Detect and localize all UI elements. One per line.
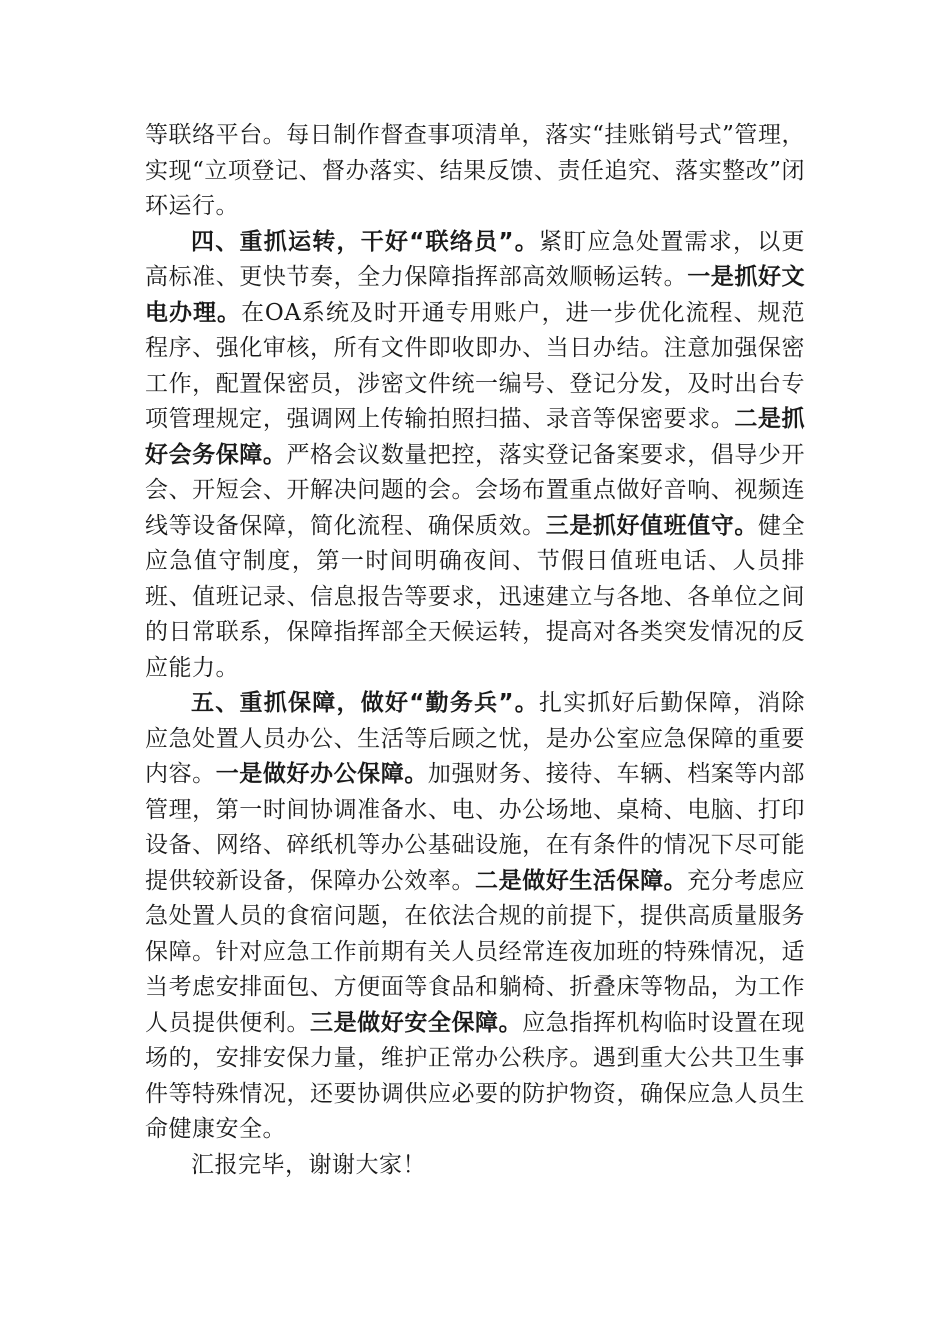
subpoint-heading: 二是做好生活保障。 <box>475 867 688 894</box>
paragraph-text: 应急指挥机构临时设置在现场的，安排安保力量，维护正常办公秩序。遇到重大公共卫生事件等特殊情况，还要协调供应必要的防护物资，确保应急人员生命健康安全。 <box>145 1009 806 1142</box>
section-heading: 四、重抓运转，干好“联络员”。 <box>191 228 539 255</box>
paragraph-section-five <box>145 686 805 1148</box>
subpoint-heading: 一是抓好文电办理。 <box>145 264 806 326</box>
paragraph-text: 健全应急值守制度，第一时间明确夜间、节假日值班电话、人员排班、值班记录、信息报告等要求，迅速建立与各地、各单位之间的日常联系，保障指挥部全天候运转，提高对各类突发情况的反应能力。 <box>145 512 806 681</box>
subpoint-heading: 一是做好办公保障。 <box>215 761 428 787</box>
closing-text: 汇报完毕，谢谢大家！ <box>191 1151 426 1178</box>
subpoint-heading: 二是抓好会务保障。 <box>145 406 806 468</box>
paragraph-text: 加强财务、接待、车辆、档案等内部管理，第一时间协调准备水、电、办公场地、桌椅、电脑、打印设备、网络、碎纸机等办公基础设施，在有条件的情况下尽可能提供较新设备，保障办公效率。 <box>145 761 806 894</box>
document-page <box>145 118 805 1183</box>
section-heading: 五、重抓保障，做好“勤务兵”。 <box>191 690 539 716</box>
paragraph-text: 紧盯应急处置需求，以更高标准、更快节奏，全力保障指挥部高效顺畅运转。 <box>145 228 806 290</box>
paragraph-text: 在OA系统及时开通专用账户，进一步优化流程、规范程序、强化审核，所有文件即收即办、当日办结。注意加强保密工作，配置保密员，涉密文件统一编号、登记分发，及时出台专项管理规定，强调网上传输拍照扫描、录音等保密要求。 <box>145 299 806 432</box>
paragraph-text: 扎实抓好后勤保障，消除应急处置人员办公、生活等后顾之忧，是办公室应急保障的重要内容。 <box>145 690 806 787</box>
paragraph-continuation <box>145 118 805 225</box>
subpoint-heading: 三是抓好值班值守。 <box>545 512 758 539</box>
paragraph-section-four <box>145 225 805 687</box>
paragraph-text: 充分考虑应急处置人员的食宿问题，在依法合规的前提下，提供高质量服务保障。针对应急工作前期有关人员经常连夜加班的特殊情况，适当考虑安排面包、方便面等食品和躺椅、折叠床等物品，为工作人员提供便利。 <box>145 867 806 1036</box>
subpoint-heading: 三是做好安全保障。 <box>310 1009 523 1036</box>
paragraph-text: 等联络平台。每日制作督查事项清单，落实“挂账销号式”管理，实现“立项登记、督办落实、结果反馈、责任追究、落实整改”闭环运行。 <box>145 122 805 219</box>
paragraph-text: 严格会议数量把控，落实登记备案要求，倡导少开会、开短会、开解决问题的会。会场布置重点做好音响、视频连线等设备保障，简化流程、确保质效。 <box>145 441 806 539</box>
paragraph-closing <box>145 1148 805 1184</box>
